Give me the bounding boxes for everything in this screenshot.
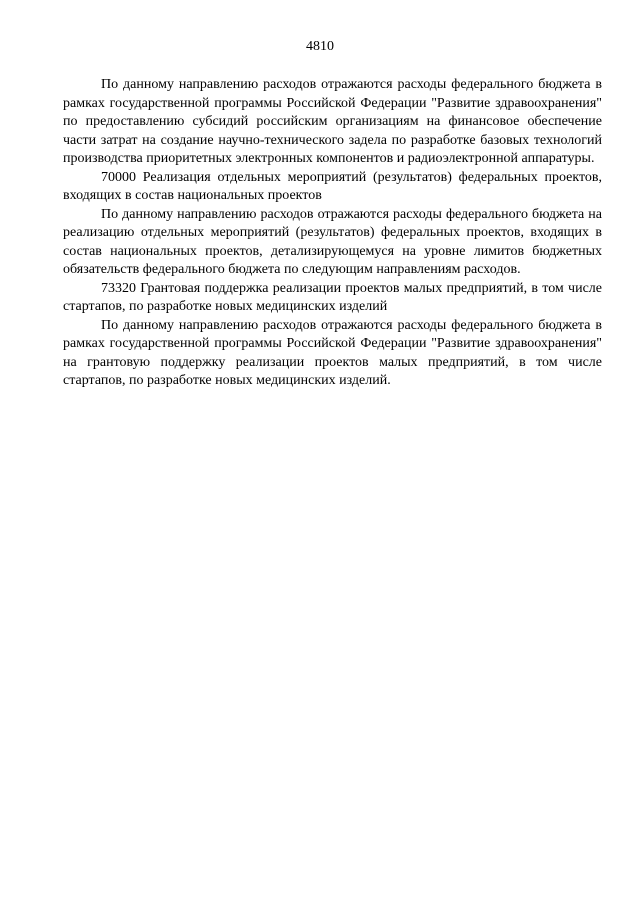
paragraph-expense-description: По данному направлению расходов отражаются расходы федерального бюджета на реализацию отдельных мероприятий (результатов) федеральных проектов, входящих в состав национальных проектов, детализирующемуся на уровне лимитов бюджетных обязательств федерального бюджета по следующим направлениям расходов. [63, 206, 602, 277]
document-body [63, 76, 602, 391]
paragraph-code-70000: 70000 Реализация отдельных мероприятий (результатов) федеральных проектов, входящих в состав национальных проектов [63, 169, 602, 203]
paragraph-code-73320: 73320 Грантовая поддержка реализации проектов малых предприятий, в том числе стартапов, по разработке новых медицинских изделий [63, 280, 602, 314]
paragraph-expense-description: По данному направлению расходов отражаются расходы федерального бюджета в рамках государственной программы Российской Федерации "Развитие здравоохранения" по предоставлению субсидий российским организациям на финансовое обеспечение части затрат на создание научно-технического задела по разработке базовых технологий производства приоритетных электронных компонентов и радиоэлектронной аппаратуры. [63, 77, 602, 166]
page-number: 4810 [306, 39, 334, 54]
paragraph-expense-description: По данному направлению расходов отражаются расходы федерального бюджета в рамках государственной программы Российской Федерации "Развитие здравоохранения" на грантовую поддержку реализации проектов малых предприятий, в том числе стартапов, по разработке новых медицинских изделий. [63, 317, 602, 388]
